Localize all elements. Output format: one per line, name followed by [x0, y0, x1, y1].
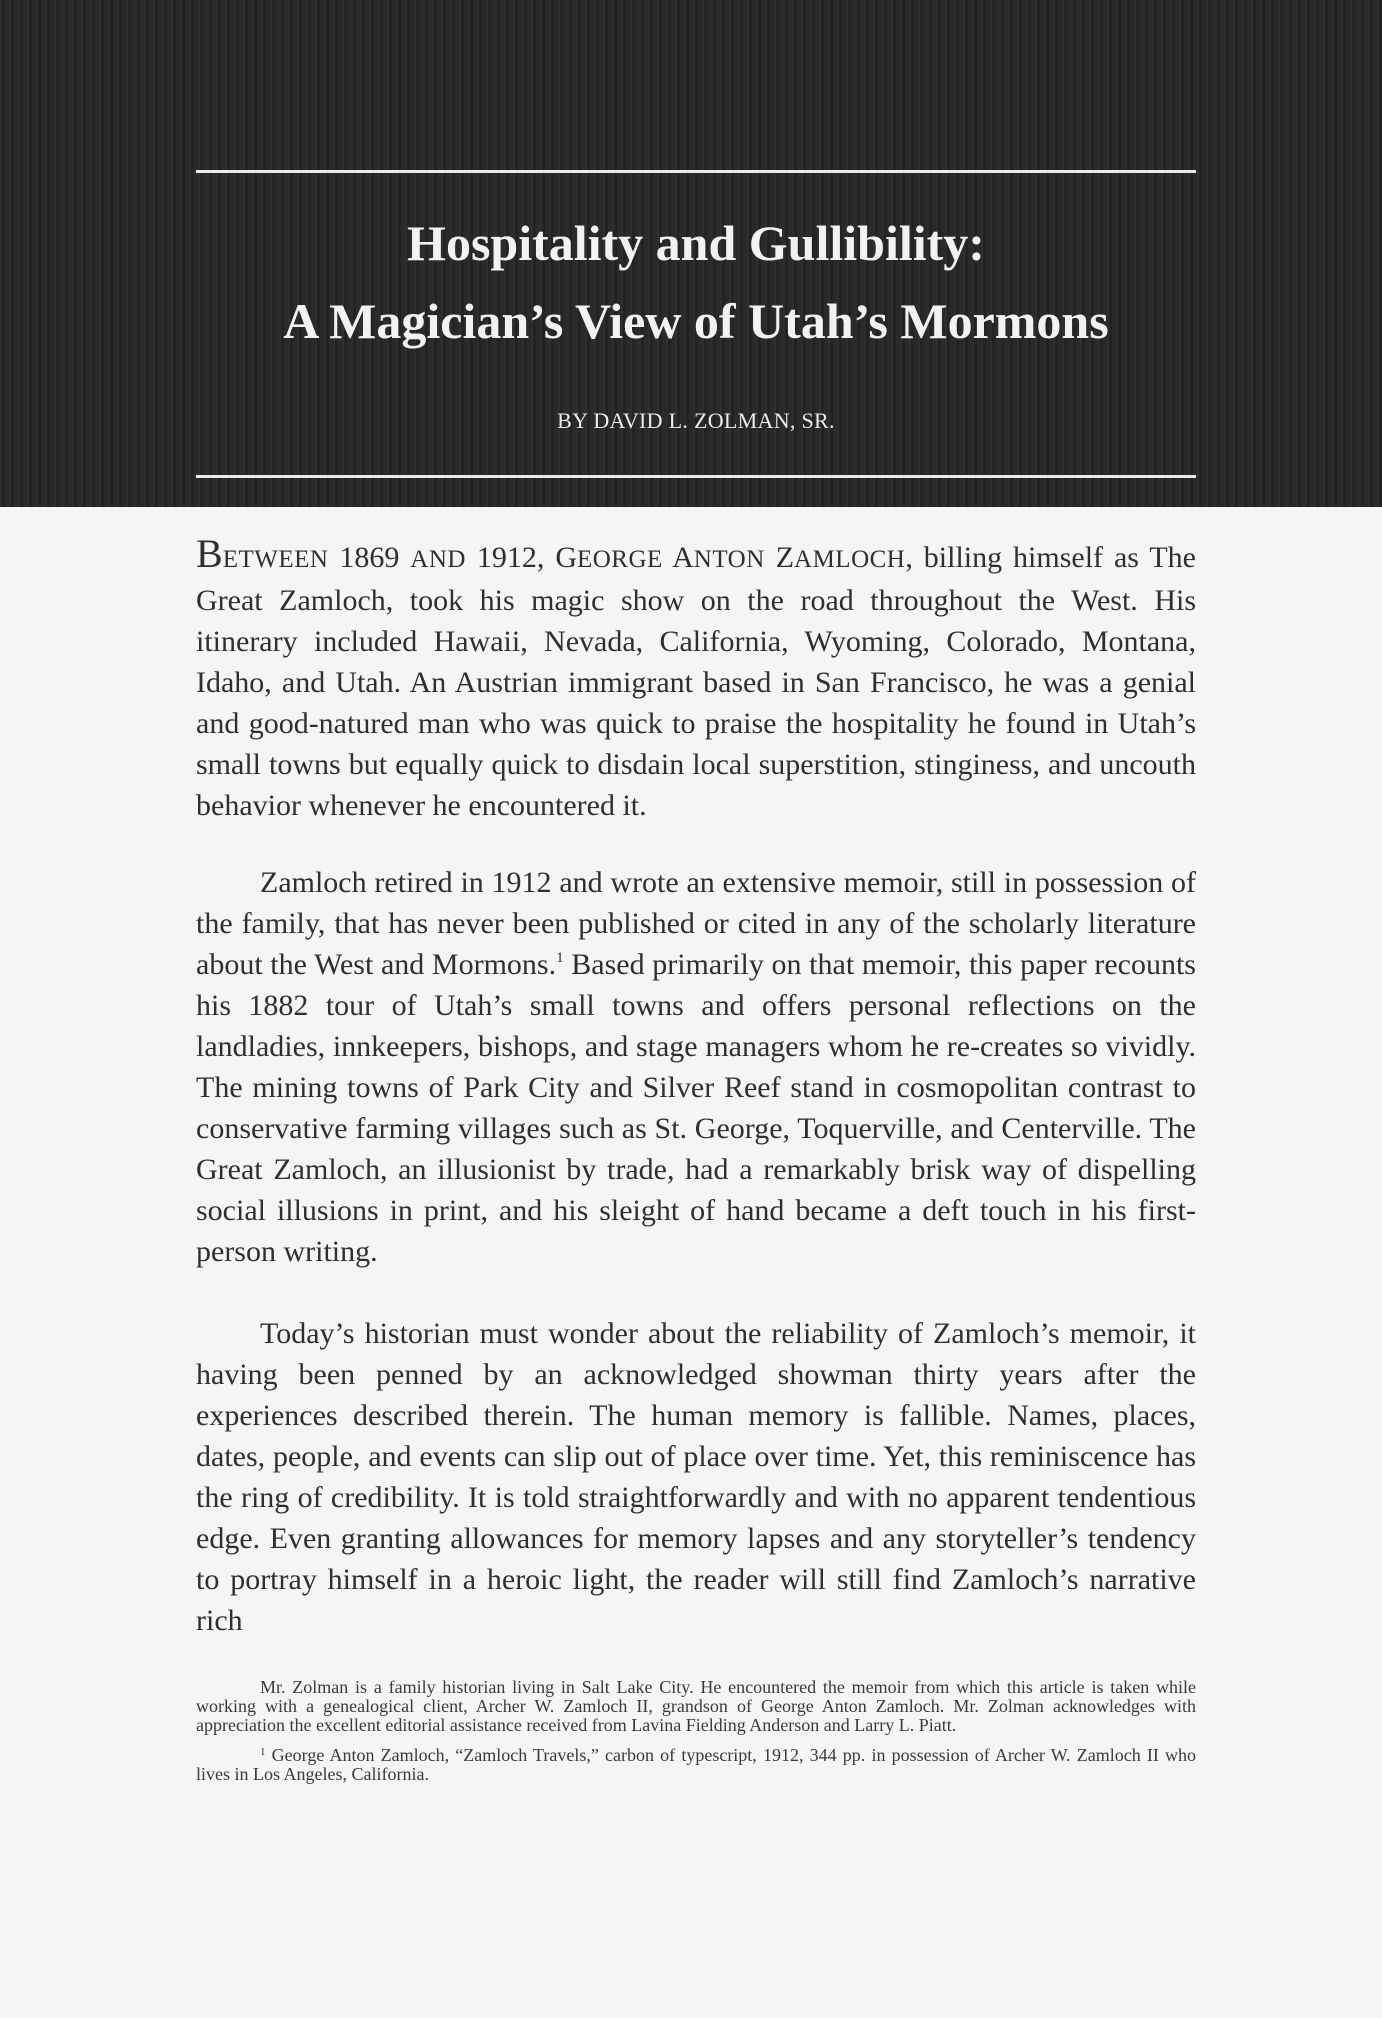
inline-text: 1869: [328, 541, 411, 574]
footnote-1-mark: 1: [260, 1746, 266, 1758]
author-note-text: Mr. Zolman is a family historian living in Salt Lake City. He encountered the memoir from which this article is taken while working with a genealogical client, Archer W. Zamloch II, grandson of George Anton Zamloch. Mr. Zolman acknowledges with appreciation the excellent editorial assistance received from Lavina Fielding Anderson and Larry L. Piatt.: [196, 1677, 1196, 1735]
smallcaps-text: EORGE: [576, 546, 663, 573]
footnote-reference-1[interactable]: 1: [556, 950, 564, 966]
inline-text: 1912,: [465, 541, 556, 574]
smallcaps-text: ETWEEN: [222, 546, 329, 573]
initial-letter: B: [196, 531, 223, 576]
paragraph-1: [196, 533, 1196, 826]
footnotes: [196, 1678, 1196, 1784]
paragraph-3-text: Today’s historian must wonder about the reliability of Zamloch’s memoir, it having been penned by an acknowledged showman thirty years after the experiences described therein. The human memory is fallible. Names, places, dates, people, and events can slip out of place over time. Yet, this reminiscence has the ring of credibility. It is told straightforwardly and with no apparent tendentious edge. Even granting allowances for memory lapses and any storyteller’s tendency to portray himself in a heroic light, the reader will still find Zamloch’s narrative rich: [196, 1317, 1196, 1637]
paragraph-2-after-note: Based primarily on that memoir, this paper recounts his 1882 tour of Utah’s small towns and offers personal reflections on the landladies, innkeepers, bishops, and stage managers whom he re-creates so vividly. The mining towns of Park City and Silver Reef stand in cosmopolitan contrast to conservative farming villages such as St. George, Toquerville, and Centerville. The Great Zamloch, an illusionist by trade, had a remarkably brisk way of dispelling social illusions in print, and his sleight of hand became a deft touch in his first-person writing.: [196, 948, 1196, 1268]
inline-text: Z: [775, 541, 795, 574]
smallcaps-text: AND: [410, 546, 466, 573]
banner-bottom-rule: [196, 475, 1196, 478]
banner-top-rule: [196, 170, 1196, 173]
footnote-1: [196, 1743, 1196, 1784]
paragraph-2-before-note: Zamloch retired in 1912 and wrote an extensive memoir, still in possession of the family, that has never been published or cited in any of the scholarly literature about the West and Mormons.: [196, 866, 1196, 981]
paragraph-1-rest: , billing himself as The Great Zamloch, took his magic show on the road throughout the West. His itinerary included Hawaii, Nevada, California, Wyoming, Colorado, Montana, Idaho, and Utah. An Austrian immigrant based in San Francisco, he was a genial and good-natured man who was quick to praise the hospitality he found in Utah’s small towns but equally quick to disdain local superstition, stinginess, and uncouth behavior whenever he encountered it.: [196, 541, 1196, 822]
smallcaps-text: AMLOCH: [794, 546, 906, 573]
inline-text: [663, 541, 672, 574]
author-note: [196, 1678, 1196, 1735]
article-title-line-2: A Magician’s View of Utah’s Mormons: [283, 293, 1109, 349]
footnote-1-text: George Anton Zamloch, “Zamloch Travels,” carbon of typescript, 1912, 344 pp. in possession of Archer W. Zamloch II who lives in Los Angeles, California.: [196, 1745, 1196, 1784]
inline-text: G: [555, 541, 577, 574]
inline-text: A: [672, 541, 694, 574]
paragraph-2: [196, 862, 1196, 1272]
paragraph-3: [196, 1313, 1196, 1641]
author-byline: BY DAVID L. ZOLMAN, SR.: [557, 408, 835, 433]
title-banner: [0, 0, 1382, 507]
smallcaps-text: NTON: [693, 546, 765, 573]
inline-text: [765, 541, 776, 574]
article-title-line-1: Hospitality and Gullibility:: [407, 215, 985, 271]
